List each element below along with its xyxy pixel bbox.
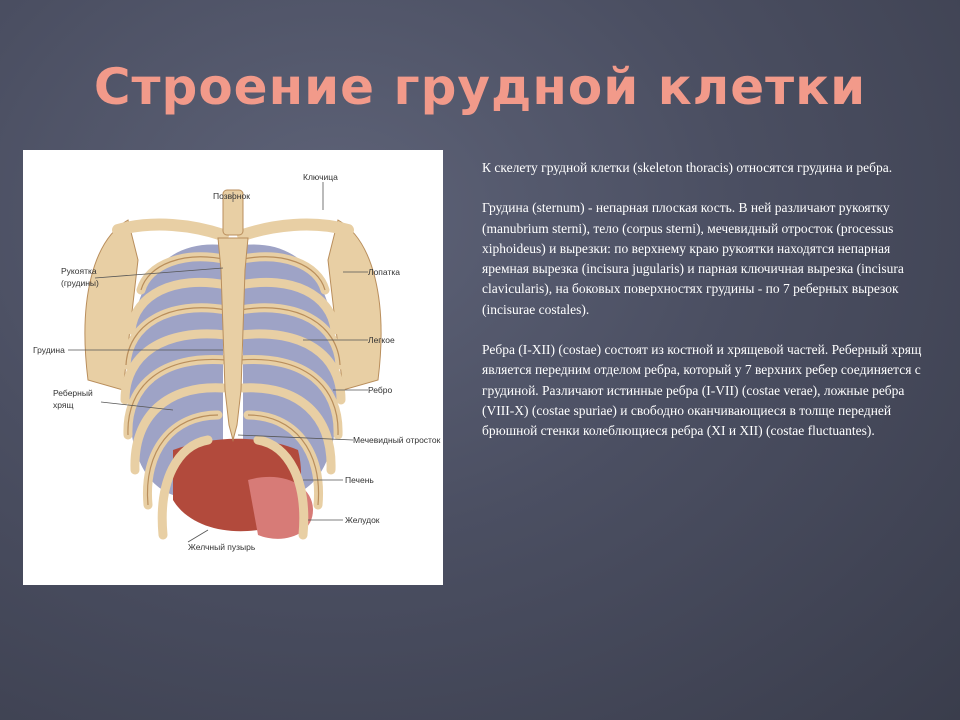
slide-title: Строение грудной клетки: [93, 58, 867, 116]
label-stomach: Желудок: [345, 515, 380, 525]
label-rib: Ребро: [368, 385, 393, 395]
paragraph-ribs: Ребра (I-XII) (costae) состоят из костной и хрящевой частей. Реберный хрящ является передним отделом ребра, который у 7 верхних ребер соединяется с грудиной. Различают истинные ребра (I-VII) (costae verae), ложные ребра (VIII-X) (costae spuriae) и свободно оканчивающиеся в толще передней брюшной стенки колеблющиеся ребра (XI и XII) (costae fluctuantes).: [482, 342, 922, 439]
label-xiphoid: Мечевидный отросток: [353, 435, 441, 445]
label-costal-cartilage-1: Реберный: [53, 388, 93, 398]
body-text: [482, 158, 932, 462]
label-lung: Легкое: [368, 335, 395, 345]
rib-cage-illustration: [23, 150, 443, 585]
label-costal-cartilage-2: хрящ: [53, 400, 74, 410]
paragraph-skeleton: К скелету грудной клетки (skeleton thoracis) относятся грудина и ребра.: [482, 160, 893, 175]
label-gallbladder: Желчный пузырь: [188, 542, 256, 552]
left-clavicle: [118, 225, 223, 235]
label-vertebra: Позвонок: [213, 191, 250, 201]
label-scapula: Лопатка: [368, 267, 400, 277]
label-liver: Печень: [345, 475, 374, 485]
label-sternum: Грудина: [33, 345, 65, 355]
label-clavicle: Ключица: [303, 172, 338, 182]
right-clavicle: [243, 225, 348, 235]
paragraph-sternum: Грудина (sternum) - непарная плоская кость. В ней различают рукоятку (manubrium sterni), тело (corpus sterni), мечевидный отросток (processus xiphoideus) и вырезки: по верхнему краю рукоятки находятся непарная яремная вырезка (incisura jugularis) и парная ключичная вырезка (incisura clavicularis), на боковых поверхностях грудины - по 7 реберных вырезок (incisurae costales).: [482, 200, 904, 317]
rib-cage-drawing: [23, 150, 443, 585]
label-manubrium-2: (грудины): [61, 278, 99, 288]
label-manubrium-1: Рукоятка: [61, 266, 97, 276]
